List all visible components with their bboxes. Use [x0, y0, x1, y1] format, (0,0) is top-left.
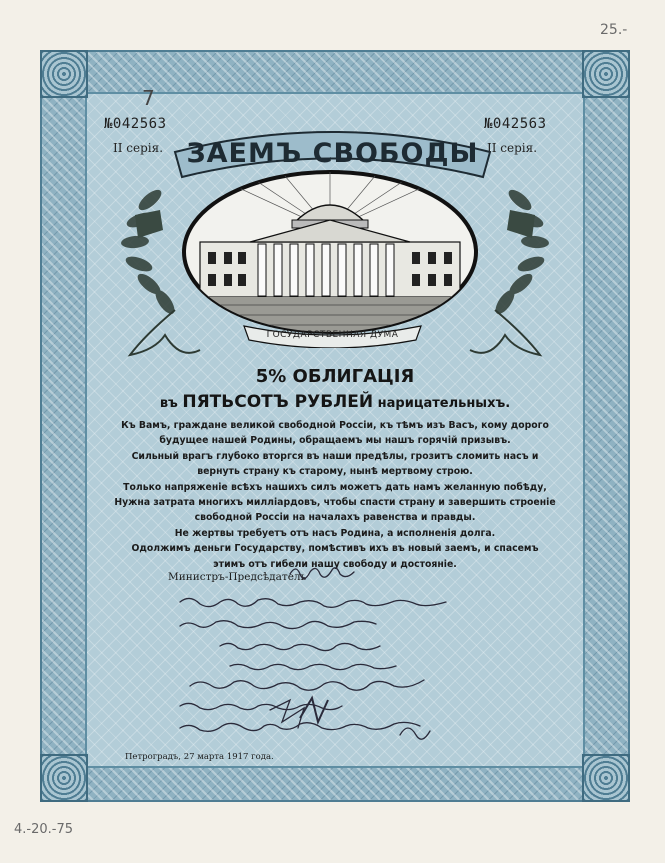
appeal-line: Къ Вамъ, граждане великой свободной Россіи, къ тѣмъ изъ Васъ, кому дорого — [121, 420, 549, 431]
corner-rosette — [40, 50, 88, 98]
appeal-text — [105, 418, 565, 572]
bond-denomination — [85, 392, 585, 412]
appeal-line: этимъ отъ гибели нашу свободу и достояніе. — [213, 558, 457, 570]
appeal-line: будущее нашей Родины, обращаемъ мы нашъ горячій призывъ. — [159, 435, 511, 447]
denomination-amount: ПЯТЬСОТЪ РУБЛЕЙ — [182, 392, 374, 412]
corner-rosette — [582, 754, 630, 802]
appeal-line: Не жертвы требуетъ отъ насъ Родина, а исполненія долга. — [174, 527, 496, 539]
serial-number-right: №042563 — [484, 116, 547, 132]
denomination-prefix: въ — [159, 396, 178, 411]
loan-title: ЗАЕМЪ СВОБОДЫ — [186, 138, 479, 169]
place-and-date: Петроградъ, 27 марта 1917 года. — [125, 752, 274, 762]
series-right: II серія. — [487, 141, 538, 155]
denomination-suffix: нарицательныхъ. — [377, 396, 511, 411]
pencil-note-bottom: 4.-20.-75 — [14, 822, 74, 837]
pencil-note-price: 25.- — [600, 22, 628, 38]
corner-rosette — [40, 754, 88, 802]
serial-number-left: №042563 — [104, 116, 167, 132]
duma-label: ГОСУДАРСТВЕННАЯ ДУМА — [266, 330, 399, 340]
pencil-mark-top: 7 — [142, 86, 155, 110]
appeal-line: вернуть страну къ старому, нынѣ мертвому строю. — [197, 466, 473, 478]
corner-rosette — [582, 50, 630, 98]
appeal-line: Нужна затрата многихъ милліардовъ, чтобы спасти страну и завершить строеніе — [114, 497, 556, 509]
appeal-line: Одолжимъ деньги Государству, помѣстивъ ихъ въ новый заемъ, и спасемъ — [131, 543, 539, 555]
appeal-line: Только напряженіе всѣхъ нашихъ силъ можетъ дать намъ желанную побѣду, — [123, 481, 547, 493]
appeal-line: Сильный врагъ глубоко вторгся въ наши предѣлы, грозитъ сломить насъ и — [131, 450, 539, 462]
ministers-signatures — [150, 560, 550, 750]
duma-vignette — [180, 170, 480, 335]
series-left: II серія. — [113, 141, 164, 155]
appeal-line: свободной Россіи на началахъ равенства и правды. — [194, 512, 476, 524]
bond-title: 5% ОБЛИГАЦІЯ — [255, 366, 415, 387]
minister-chairman-label: Министръ-Предсѣдатель — [168, 571, 307, 583]
